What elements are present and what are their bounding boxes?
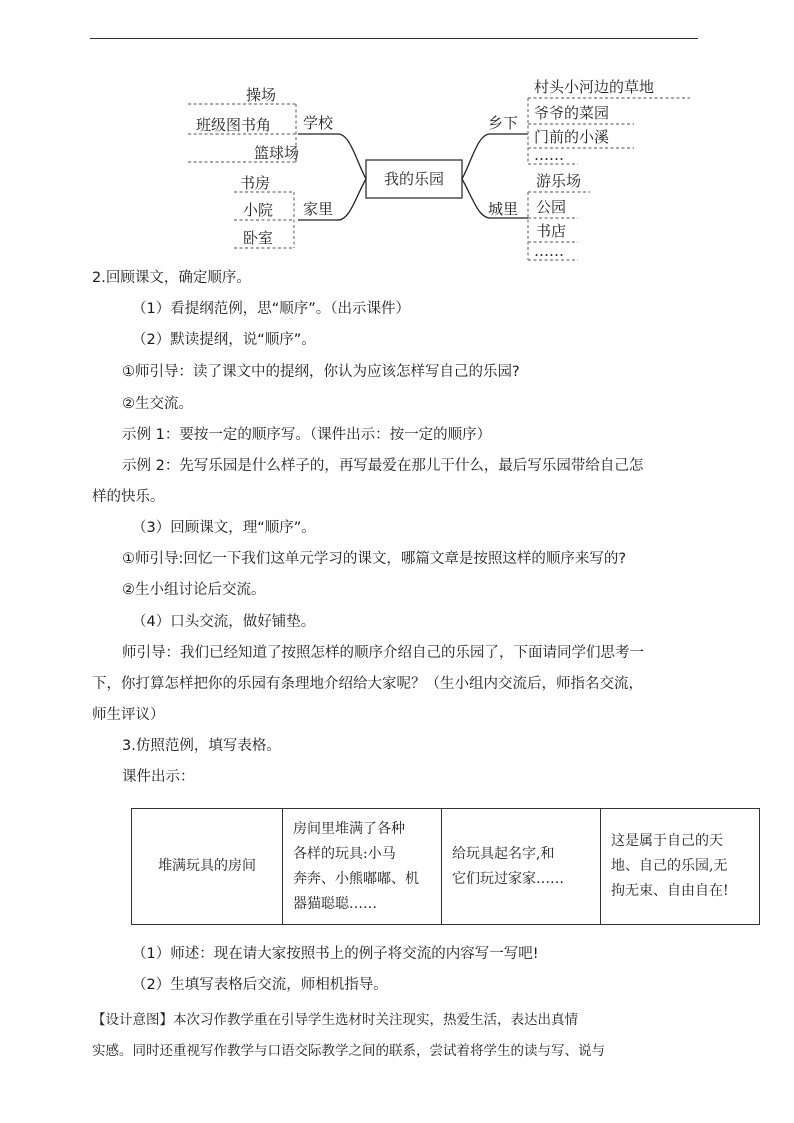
- leaf-bookstore: 书店: [536, 222, 567, 240]
- table-cell-place: 堆满玩具的房间: [132, 809, 283, 925]
- student-exchange-1: ②生交流。: [122, 396, 193, 412]
- student-fill-table: （2）生填写表格后交流，师相机指导。: [132, 977, 388, 993]
- leaf-riverside-grass: 村头小河边的草地: [534, 78, 655, 96]
- teacher-guide-1: ①师引导：读了课文中的提纲，你认为应该怎样写自己的乐园?: [122, 364, 520, 380]
- student-exchange-2: ②生小组讨论后交流。: [122, 582, 266, 598]
- connector-school: [298, 134, 366, 179]
- leaf-amusement-park: 游乐场: [536, 172, 582, 190]
- design-intent-cont: 实感。同时还重视写作教学与口语交际教学之间的联系，尝试着将学生的读与写、说与: [92, 1043, 605, 1059]
- example-2: 示例 2：先写乐园是什么样子的，再写最爱在那儿干什么，最后写乐园带给自己怎: [122, 458, 644, 474]
- table-cell-activity: 给玩具起名字,和 它们玩过家家……: [442, 809, 601, 925]
- step-3: （3）回顾课文，理“顺序”。: [132, 520, 316, 536]
- teacher-guide-2: ①师引导:回忆一下我们这单元学习的课文，哪篇文章是按照这样的顺序来写的?: [122, 551, 627, 567]
- leaf-grandpa-garden: 爷爷的菜园: [534, 104, 610, 122]
- leaf-ellipsis-2: ……: [534, 242, 564, 260]
- example-table: [131, 808, 760, 925]
- leaf-ellipsis: ……: [534, 146, 564, 164]
- leaf-yard: 小院: [243, 201, 274, 219]
- leaf-park: 公园: [536, 198, 567, 216]
- step-2: （2）默读提纲，说“顺序”。: [132, 332, 316, 348]
- courseware-label: 课件出示：: [122, 769, 195, 785]
- step-4: （4）口头交流，做好铺垫。: [132, 614, 316, 630]
- section-2-heading: 2.回顾课文，确定顺序。: [92, 270, 251, 286]
- branch-home: 家里: [303, 200, 334, 218]
- table-cell-feeling: 这是属于自己的天 地、自己的乐园,无 拘无束、自由自在!: [601, 809, 760, 925]
- design-intent: 【设计意图】本次习作教学重在引导学生选材时关注现实，热爱生活，表达出真情: [92, 1012, 578, 1028]
- teacher-guide-3-cont: 下，你打算怎样把你的乐园有条理地介绍给大家呢？（生小组内交流后，师指名交流，: [92, 676, 643, 692]
- step-1: （1）看提纲范例，思“顺序”。（出示课件）: [132, 301, 410, 317]
- leaf-study: 书房: [240, 174, 271, 192]
- table-cell-look: 房间里堆满了各种 各样的玩具:小马 奔奔、小熊嘟嘟、机 器猫聪聪……: [283, 809, 442, 925]
- leaf-basketball-court: 篮球场: [254, 144, 300, 162]
- leaf-class-library: 班级图书角: [196, 116, 272, 134]
- branch-school: 学校: [303, 114, 334, 132]
- leaf-creek: 门前的小溪: [534, 128, 610, 146]
- branch-city: 城里: [488, 200, 519, 218]
- teacher-guide-3-end: 师生评议）: [92, 707, 165, 723]
- section-3-heading: 3.仿照范例，填写表格。: [122, 738, 281, 754]
- example-1: 示例 1：要按一定的顺序写。（课件出示：按一定的顺序）: [122, 427, 492, 443]
- teacher-guide-3: 师引导：我们已经知道了按照怎样的顺序介绍自己的乐园了，下面请同学们思考一: [122, 645, 644, 661]
- teacher-statement: （1）师述：现在请大家按照书上的例子将交流的内容写一写吧!: [132, 946, 539, 962]
- mind-map: [0, 0, 794, 270]
- leaf-playground: 操场: [246, 86, 277, 104]
- connector-countryside: [462, 134, 528, 179]
- leaf-bedroom: 卧室: [243, 229, 274, 247]
- example-2-cont: 样的快乐。: [92, 489, 165, 505]
- branch-countryside: 乡下: [488, 114, 519, 132]
- table-row: [132, 809, 760, 925]
- mindmap-center: 我的乐园: [383, 170, 445, 188]
